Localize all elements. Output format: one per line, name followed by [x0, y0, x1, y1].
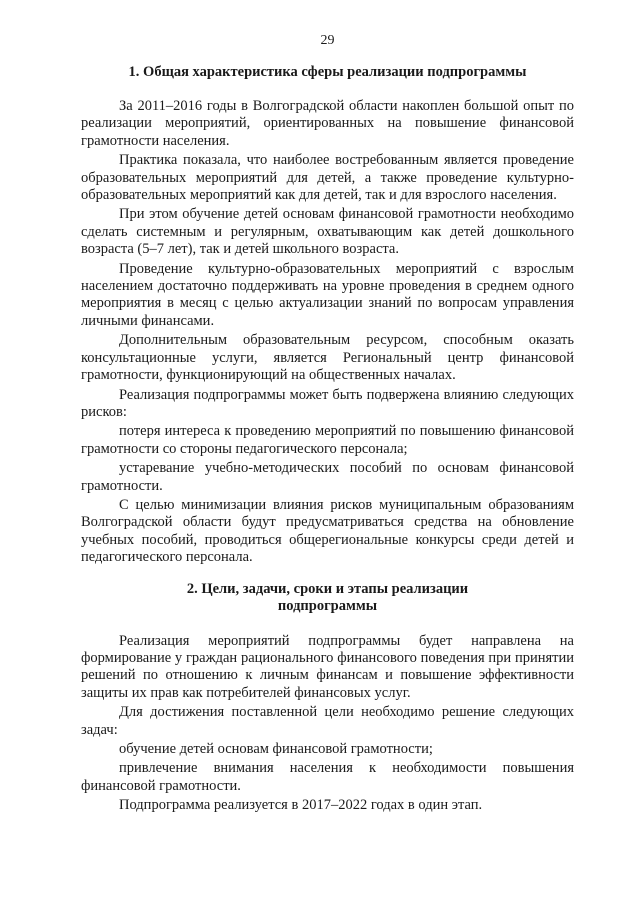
- section-1-paragraph-7: потеря интереса к проведению мероприятий по повышению финансовой грамотности со стороны педагогического персонала;: [81, 423, 574, 457]
- section-1-paragraph-5: Дополнительным образовательным ресурсом, способным оказать консультационные услуги, является Региональный центр финансовой грамотности, функционирующий на общественных началах.: [81, 332, 574, 384]
- section-2-paragraph-1: Реализация мероприятий подпрограммы будет направлена на формирование у граждан рационального финансового поведения при принятии решений по отношению к личным финансам и повышение эффективности защиты их прав как потребителей финансовых услуг.: [81, 632, 574, 701]
- section-1-paragraph-3: При этом обучение детей основам финансовой грамотности необходимо сделать системным и регулярным, охватывающим как детей дошкольного возраста (5–7 лет), так и детей школьного возраста.: [81, 206, 574, 258]
- section-2-paragraph-5: Подпрограмма реализуется в 2017–2022 годах в один этап.: [119, 797, 483, 814]
- section-2-paragraph-3: обучение детей основам финансовой грамотности;: [119, 741, 433, 757]
- document-page: [81, 32, 574, 815]
- section-2-heading: [81, 581, 574, 615]
- section-1-paragraph-9: С целью минимизации влияния рисков муниципальным образованиям Волгоградской области будут предусматриваться средства на обновление учебных пособий, проводиться общерегиональные конкурсы среди детей и педагогического персонала.: [81, 496, 574, 566]
- section-2-heading-line-2: подпрограммы: [277, 597, 378, 614]
- section-1-paragraph-2: Практика показала, что наиболее востребованным является проведение образовательных мероприятий для детей, а также проведение культурно-образовательных мероприятий как для детей, так и для взрослого населения.: [81, 152, 574, 204]
- section-2-paragraph-2: Для достижения поставленной цели необходимо решение следующих задач:: [81, 704, 574, 738]
- section-1-heading: 1. Общая характеристика сферы реализации подпрограммы: [128, 64, 527, 80]
- section-2-heading-line-1: 2. Цели, задачи, сроки и этапы реализации: [186, 580, 469, 597]
- section-1-paragraph-6: Реализация подпрограммы может быть подвержена влиянию следующих рисков:: [81, 386, 574, 420]
- section-1-paragraph-1: За 2011–2016 годы в Волгоградской области накоплен большой опыт по реализации мероприятий, ориентированных на повышение финансовой грамотности населения.: [81, 98, 574, 149]
- section-1-paragraph-8: устаревание учебно-методических пособий по основам финансовой грамотности.: [81, 460, 574, 494]
- section-1-paragraph-4: Проведение культурно-образовательных мероприятий с взрослым населением достаточно поддерживать на уровне проведения в среднем одного мероприятия в месяц с целью актуализации знаний по вопросам управления личными финансами.: [81, 260, 574, 329]
- section-2-paragraph-4: привлечение внимания населения к необходимости повышения финансовой грамотности.: [81, 760, 574, 794]
- page-number: 29: [320, 33, 335, 48]
